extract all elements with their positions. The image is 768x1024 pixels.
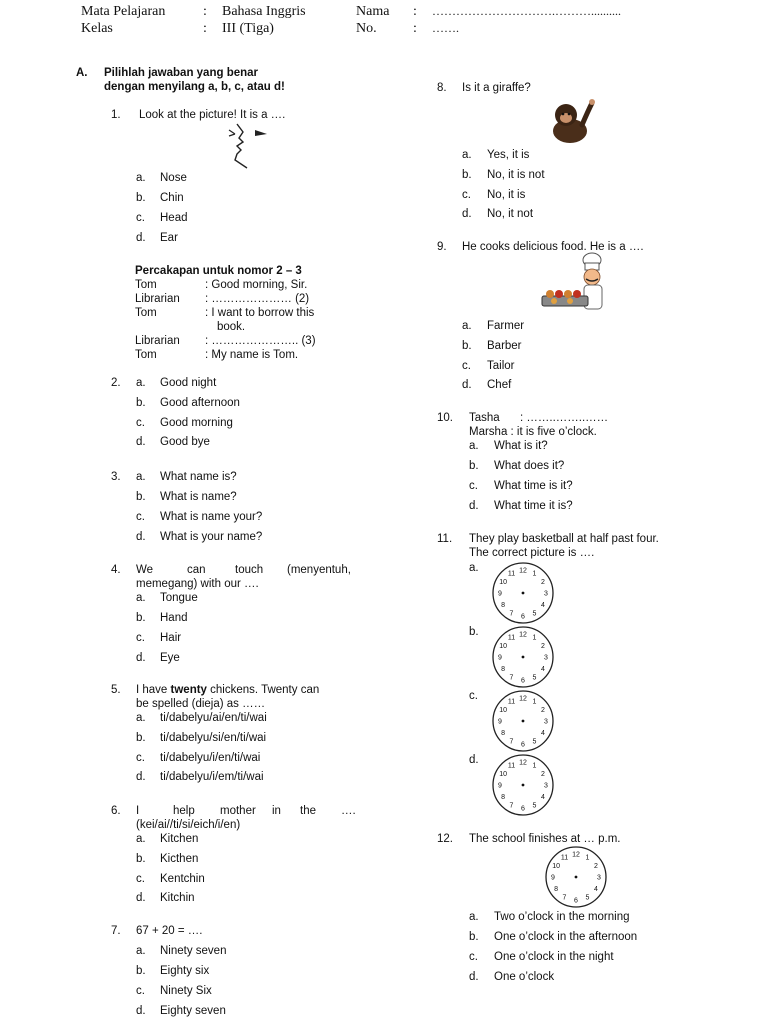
clock-face-c [491,689,555,753]
clock-number: 7 [509,674,514,682]
q10-option-a-letter: a. [469,440,479,452]
clock-number: 6 [521,613,525,621]
name-value: ………………………….……….......... [432,4,621,18]
clock-number: 7 [509,610,514,618]
clock-number: 1 [532,570,537,578]
q7-option-b: Eighty six [160,965,210,977]
q12-number: 12. [437,833,453,845]
clock-number: 10 [499,579,507,586]
clock-svg [491,689,555,753]
q3-option-c-letter: c. [136,511,145,523]
q6-option-a: Kitchen [160,833,199,845]
q4-number: 4. [111,564,121,576]
q8-number: 8. [437,82,447,94]
q2-option-d-letter: d. [136,436,146,448]
clock-number: 8 [501,730,506,737]
q10-line-2: Marsha : it is five o’clock. [469,426,597,438]
q7-text: 67 + 20 = …. [136,925,203,937]
q5-option-c-letter: c. [136,752,145,764]
q5-option-a: ti/dabelyu/ai/en/ti/wai [160,712,267,724]
clock-number: 7 [562,894,567,902]
q12-option-d: One o’clock [494,971,555,983]
q11-number: 11. [437,533,453,545]
q12-text: The school finishes at … p.m. [469,833,621,845]
q6-option-a-letter: a. [136,833,146,845]
q9-text: He cooks delicious food. He is a …. [462,241,644,253]
q11-text-line-2: The correct picture is …. [469,547,595,559]
q6-option-b: Kicthen [160,853,199,865]
q10-option-c: What time is it? [494,480,573,492]
q9-option-a-letter: a. [462,320,472,332]
q4-option-a: Tongue [160,592,198,604]
q12-option-c-letter: c. [469,951,478,963]
q11-option-a-letter: a. [469,562,479,574]
clock-number: 9 [498,782,502,790]
dialogue-speaker-3: Tom [135,307,157,319]
class-colon: : [203,21,207,36]
section-instruction-2: dengan menyilang a, b, c, atau d! [104,81,285,93]
q8-option-b-letter: b. [462,169,472,181]
clock-center [522,592,525,595]
dialogue-line-5: : My name is Tom. [205,349,299,361]
clock-number: 10 [499,771,507,778]
q4-word-3: touch [235,564,264,576]
q7-option-d-letter: d. [136,1005,146,1017]
clock-number: 6 [574,897,578,905]
q2-option-c: Good morning [160,417,233,429]
clock-svg [491,753,555,817]
q8-option-d: No, it not [487,208,534,220]
dialogue-line-3a: : I want to borrow this [205,307,315,319]
q9-number: 9. [437,241,447,253]
clock-number: 2 [540,707,545,714]
q11-option-d-letter: d. [469,754,479,766]
q7-option-b-letter: b. [136,965,146,977]
clock-number: 2 [540,643,545,650]
subject-label: Mata Pelajaran [81,4,166,19]
q1-option-b-letter: b. [136,192,146,204]
q11-text-line-1: They play basketball at half past four. [469,533,659,545]
q6-option-c-letter: c. [136,873,145,885]
q4-word-4: (menyentuh, [287,564,351,576]
chef-icon [540,252,610,320]
dialogue-line-2: : ………………… (2) [205,293,310,305]
q6-option-d: Kitchin [160,892,195,904]
q3-option-d-letter: d. [136,531,146,543]
q4-option-c: Hair [160,632,182,644]
q11-option-b-letter: b. [469,626,479,638]
q1-option-c-letter: c. [136,212,145,224]
q5-option-c: ti/dabelyu/i/en/ti/wai [160,752,261,764]
clock-face-q12 [544,845,608,909]
q4-word-2: can [187,564,206,576]
q6-word-3: mother [220,805,256,817]
clock-number: 1 [532,634,537,642]
clock-number: 8 [501,794,506,801]
q4-option-c-letter: c. [136,632,145,644]
q5-option-d: ti/dabelyu/i/em/ti/wai [160,771,264,783]
no-colon: : [413,21,417,36]
q3-number: 3. [111,471,121,483]
q1-option-d: Ear [160,232,178,244]
class-value: III (Tiga) [222,21,274,36]
q4-option-d: Eye [160,652,180,664]
q7-option-c-letter: c. [136,985,145,997]
q5-option-b: ti/dabelyu/si/en/ti/wai [160,732,267,744]
q10-option-d-letter: d. [469,500,479,512]
q8-option-d-letter: d. [462,208,472,220]
clock-number: 4 [540,730,545,737]
q7-option-a: Ninety seven [160,945,227,957]
clock-number: 8 [554,886,559,893]
clock-center [575,876,578,879]
section-instruction-1: Pilihlah jawaban yang benar [104,67,259,79]
clock-number: 4 [593,886,598,893]
q4-text-line-2: memegang) with our …. [136,578,259,590]
q6-word-2: help [173,805,195,817]
q5-option-b-letter: b. [136,732,146,744]
clock-number: 3 [544,654,548,662]
q9-option-d-letter: d. [462,379,472,391]
q9-option-b-letter: b. [462,340,472,352]
q6-option-b-letter: b. [136,853,146,865]
clock-center [522,784,525,787]
q10-number: 10. [437,412,453,424]
q7-option-d: Eighty seven [160,1005,226,1017]
clock-number: 7 [509,738,514,746]
q6-option-c: Kentchin [160,873,205,885]
q8-option-a: Yes, it is [487,149,530,161]
q10-option-b: What does it? [494,460,565,472]
clock-number: 9 [498,590,502,598]
q10-option-c-letter: c. [469,480,478,492]
clock-number: 6 [521,741,525,749]
clock-number: 1 [532,698,537,706]
clock-number: 9 [498,654,502,662]
clock-number: 12 [519,695,527,703]
clock-face-a [491,561,555,625]
q12-option-a: Two o’clock in the morning [494,911,630,923]
clock-number: 9 [498,718,502,726]
dialogue-line-4: : ………………….. (3) [205,335,316,347]
q8-option-a-letter: a. [462,149,472,161]
clock-number: 11 [560,854,569,862]
q12-option-d-letter: d. [469,971,479,983]
q7-number: 7. [111,925,121,937]
dialogue-speaker-1: Tom [135,279,157,291]
q2-option-b-letter: b. [136,397,146,409]
dialogue-line-1: : Good morning, Sir. [205,279,308,291]
q3-option-c: What is name your? [160,511,263,523]
q4-option-b: Hand [160,612,188,624]
q4-option-a-letter: a. [136,592,146,604]
clock-number: 11 [507,634,516,642]
clock-number: 7 [509,802,514,810]
q9-option-c: Tailor [487,360,515,372]
q8-option-c: No, it is [487,189,526,201]
q9-option-d: Chef [487,379,512,391]
clock-number: 5 [532,674,537,682]
q6-number: 6. [111,805,121,817]
clock-number: 5 [585,894,590,902]
clock-number: 2 [593,863,598,870]
face-profile-icon [221,122,271,170]
dialogue-speaker-4: Librarian [135,335,180,347]
q7-option-c: Ninety Six [160,985,212,997]
class-label: Kelas [81,21,113,36]
q1-option-b: Chin [160,192,184,204]
q5-option-a-letter: a. [136,712,146,724]
section-letter: A. [76,67,88,79]
clock-number: 9 [551,874,555,882]
q5-option-d-letter: d. [136,771,146,783]
clock-number: 1 [532,762,537,770]
clock-number: 12 [519,631,527,639]
q3-option-d: What is your name? [160,531,263,543]
q10-speaker-1: Tasha [469,412,500,424]
clock-number: 3 [597,874,601,882]
clock-number: 4 [540,666,545,673]
clock-number: 4 [540,794,545,801]
q5-bold-word: twenty [170,684,207,696]
q1-option-d-letter: d. [136,232,146,244]
q5-text-line-1 [136,684,319,696]
clock-number: 1 [585,854,590,862]
clock-number: 8 [501,666,506,673]
q12-option-a-letter: a. [469,911,479,923]
q6-word-4: in [272,805,281,817]
clock-number: 8 [501,602,506,609]
q4-option-b-letter: b. [136,612,146,624]
q9-option-a: Farmer [487,320,525,332]
q2-option-b: Good afternoon [160,397,240,409]
clock-number: 6 [521,677,525,685]
q5-text-part-1: I have [136,684,171,696]
q12-option-c: One o’clock in the night [494,951,614,963]
q3-option-a-letter: a. [136,471,146,483]
name-label: Nama [356,4,390,19]
clock-number: 5 [532,738,537,746]
q6-word-6: …. [341,805,356,817]
q10-option-b-letter: b. [469,460,479,472]
clock-number: 5 [532,802,537,810]
dialogue-title: Percakapan untuk nomor 2 – 3 [135,265,302,277]
clock-number: 11 [507,698,516,706]
name-colon: : [413,4,417,19]
no-value: ……. [432,21,459,35]
q12-option-b-letter: b. [469,931,479,943]
clock-number: 4 [540,602,545,609]
clock-svg [491,561,555,625]
q10-line-1: : ……..……..…… [520,412,609,424]
subject-colon: : [203,4,207,19]
clock-number: 3 [544,590,548,598]
q10-option-d: What time it is? [494,500,573,512]
chimpanzee-icon [548,97,596,145]
q2-number: 2. [111,377,121,389]
q6-option-d-letter: d. [136,892,146,904]
clock-center [522,656,525,659]
q5-text-part-3: chickens. Twenty can [206,684,320,696]
q4-word-1: We [136,564,154,576]
clock-face-b [491,625,555,689]
clock-number: 12 [572,851,580,859]
q6-word-5: the [300,805,316,817]
clock-number: 10 [499,643,507,650]
clock-number: 2 [540,771,545,778]
q5-number: 5. [111,684,121,696]
q12-option-b: One o’clock in the afternoon [494,931,638,943]
clock-svg [544,845,608,909]
clock-center [522,720,525,723]
clock-number: 5 [532,610,537,618]
no-label: No. [356,21,377,36]
q6-word-1: I [136,805,140,817]
clock-number: 10 [499,707,507,714]
q3-option-b: What is name? [160,491,237,503]
q11-option-c-letter: c. [469,690,478,702]
q9-option-c-letter: c. [462,360,471,372]
clock-number: 3 [544,782,548,790]
subject-value: Bahasa Inggris [222,4,306,19]
q10-option-a: What is it? [494,440,548,452]
q5-text-line-2: be spelled (dieja) as …… [136,698,266,710]
dialogue-speaker-5: Tom [135,349,157,361]
q3-option-b-letter: b. [136,491,146,503]
q2-option-d: Good bye [160,436,210,448]
q1-number: 1. [111,109,121,121]
clock-number: 2 [540,579,545,586]
q6-text-line-2: (kei/ai//ti/si/eich/i/en) [136,819,241,831]
q1-option-c: Head [160,212,188,224]
q8-text: Is it a giraffe? [462,82,531,94]
q4-option-d-letter: d. [136,652,146,664]
q9-option-b: Barber [487,340,522,352]
q8-option-c-letter: c. [462,189,471,201]
clock-number: 12 [519,567,527,575]
clock-number: 6 [521,805,525,813]
q2-option-c-letter: c. [136,417,145,429]
q2-option-a-letter: a. [136,377,146,389]
clock-face-d [491,753,555,817]
q1-option-a: Nose [160,172,187,184]
clock-number: 11 [507,762,516,770]
q3-option-a: What name is? [160,471,237,483]
q7-option-a-letter: a. [136,945,146,957]
q1-text: Look at the picture! It is a …. [139,109,286,121]
q8-option-b: No, it is not [487,169,545,181]
q1-option-a-letter: a. [136,172,146,184]
clock-svg [491,625,555,689]
dialogue-line-3b: book. [217,321,246,333]
clock-number: 3 [544,718,548,726]
clock-number: 12 [519,759,527,767]
clock-number: 10 [552,863,560,870]
clock-number: 11 [507,570,516,578]
q2-option-a: Good night [160,377,217,389]
dialogue-speaker-2: Librarian [135,293,180,305]
